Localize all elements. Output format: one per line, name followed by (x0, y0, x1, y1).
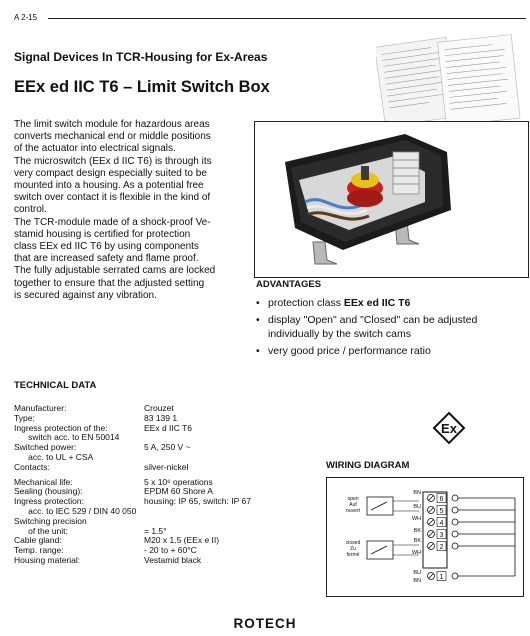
switch-state-label: ouvert (346, 508, 360, 514)
wire-color-label: WH (411, 550, 421, 556)
technical-data-value: Crouzet (144, 403, 174, 413)
terminal-connection (452, 519, 458, 525)
switch-open-box (367, 497, 393, 515)
bullet-icon: • (256, 314, 260, 326)
technical-data-label: acc. to IEC 529 / DIN 40 050 (14, 506, 137, 516)
page-code: A 2-15 (14, 13, 38, 22)
wire-color-label: BU (413, 570, 421, 576)
technical-data-value: M20 x 1.5 (EEx e II) (144, 535, 220, 546)
terminal-connection (452, 495, 458, 501)
wiring-diagram (326, 477, 524, 597)
page-title: EEx ed IIC T6 – Limit Switch Box (14, 78, 270, 96)
technical-data-label: Sealing (housing): (14, 486, 83, 497)
technical-data-label: Switched power: (14, 442, 77, 453)
page-subtitle: Signal Devices In TCR-Housing for Ex-Areas (14, 50, 268, 64)
intro-line: is secured against any vibration. (14, 289, 157, 301)
brand-logo: ROTECH (233, 616, 297, 631)
terminal-number: 2 (439, 544, 444, 551)
technical-data-label: Type: (14, 412, 35, 423)
switch-state-label: fermé (346, 552, 360, 558)
terminal-connection (452, 573, 458, 579)
technical-data-label: Contacts: (14, 461, 50, 472)
svg-text:Ex: Ex (441, 421, 457, 436)
technical-data-label: Temp. range: (14, 545, 64, 556)
switch-closed-box (367, 541, 393, 559)
wiring-schematic (327, 478, 523, 596)
intro-line: of the actuator into electrical signals. (14, 143, 176, 155)
technical-data-value: EPDM 60 Shore A (144, 486, 213, 497)
wire-color-label: BK (413, 538, 421, 544)
advantage-item: • very good price / performance ratio (256, 345, 431, 357)
certificate-image (376, 34, 522, 129)
technical-data-title: TECHNICAL DATA (14, 380, 97, 391)
technical-data-value: 5 x 10⁶ operations (144, 476, 213, 487)
intro-line: switch over contact it is flexible in the kind of (14, 192, 211, 204)
intro-line: The limit switch module for hazardous areas (14, 119, 210, 130)
technical-data-value: 5 A, 250 V ~ (144, 442, 191, 453)
technical-data-label: Manufacturer: (14, 403, 67, 413)
terminal-number: 3 (439, 532, 444, 539)
intro-line: class EEx ed IIC T6 by using components (14, 241, 199, 253)
technical-data-value: housing: IP 65, switch: IP 67 (144, 496, 251, 507)
intro-line: very compact design especially suited to be (14, 167, 207, 179)
intro-line: converts mechanical end or middle positions (14, 131, 211, 143)
limit-switch-box-image (255, 122, 528, 277)
advantage-item: • display "Open" and "Closed" can be adjusted individually by the switch cams (256, 314, 478, 340)
technical-data-label: Ingress protection: (14, 496, 84, 507)
bullet-icon: • (256, 345, 260, 357)
technical-data-value: silver-nickel (144, 461, 189, 472)
wire-color-label: BK (413, 528, 421, 534)
technical-data-label: Housing material: (14, 555, 81, 565)
technical-data-label: acc. to UL + CSA (14, 452, 94, 462)
switch-state-label: Auf (349, 502, 357, 508)
technical-data-value: = 1.5° (144, 525, 167, 536)
intro-line: The TCR-module made of a shock-proof Ve- (14, 216, 211, 228)
terminal-number: 1 (439, 574, 444, 581)
technical-data-label: of the unit: (14, 525, 68, 536)
bullet-icon: • (256, 297, 260, 309)
intro-line: control. (14, 204, 47, 216)
intro-line: that are increased safety and flame proof. (14, 253, 199, 265)
wire-color-label: BU (413, 504, 421, 510)
terminal-connection (452, 531, 458, 537)
ex-hazard-icon (432, 411, 466, 445)
header-rule (48, 18, 526, 19)
intro-line: stamid housing is certified for protection (14, 228, 191, 240)
technical-data-label: switch acc. to EN 50014 (14, 432, 120, 443)
technical-data-label: Mechanical life: (14, 476, 73, 487)
terminal-number: 5 (439, 508, 444, 515)
advantage-item: • protection class EEx ed IIC T6 (256, 297, 411, 309)
intro-text (14, 119, 236, 302)
technical-data-value: Vestamid black (144, 555, 202, 565)
intro-line: The fully adjustable serrated cams are locked (14, 265, 216, 277)
technical-data-label: Switching precision (14, 515, 87, 526)
terminal-connection (452, 507, 458, 513)
switch-state-label: Zu (350, 546, 356, 552)
advantages-list (256, 296, 524, 361)
wiring-title: WIRING DIAGRAM (326, 460, 410, 471)
switch-state-label: open (347, 496, 359, 502)
terminal-connection (452, 543, 458, 549)
technical-data-label: Ingress protection of the: (14, 422, 108, 433)
wire-color-label: WH (411, 516, 421, 522)
technical-data-label: Cable gland: (14, 535, 62, 546)
terminal-number: 4 (439, 520, 444, 527)
intro-line: together to ensure that the adjusted setting (14, 277, 205, 289)
technical-data-value: EEx d IIC T6 (144, 422, 193, 433)
advantages-title: ADVANTAGES (256, 279, 322, 290)
wire-color-label: BN (413, 490, 421, 496)
terminal-number: 6 (439, 496, 444, 503)
intro-line: The microswitch (EEx d IIC T6) is through its (14, 155, 212, 167)
technical-data-value: 83 139 1 (144, 412, 178, 423)
switch-state-label: closed (345, 540, 361, 546)
intro-line: mounted into a housing. As a potential free (14, 180, 204, 192)
technical-data-value: - 20 to + 60°C (144, 545, 197, 556)
wire-color-label: BN (413, 578, 421, 584)
product-photo (254, 121, 529, 278)
